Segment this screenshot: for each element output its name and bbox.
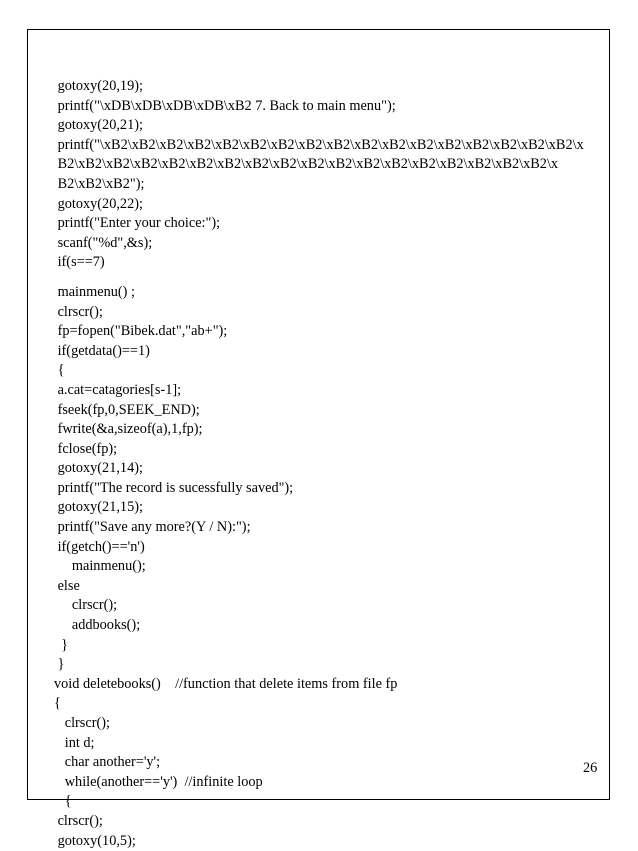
code-line: else xyxy=(54,577,80,594)
code-line: { xyxy=(54,362,65,379)
code-line: clrscr(); xyxy=(54,303,103,320)
code-line: int d; xyxy=(54,734,95,751)
code-line: void deletebooks() //function that delete items from file fp xyxy=(54,675,398,692)
code-line: mainmenu(); xyxy=(54,558,146,575)
code-listing xyxy=(54,77,599,851)
code-line: gotoxy(21,14); xyxy=(54,460,143,477)
code-line: char another='y'; xyxy=(54,754,161,771)
code-line: B2\xB2\xB2\xB2\xB2\xB2\xB2\xB2\xB2\xB2\xB2\xB2\xB2\xB2\xB2\xB2\xB2\xB2\x xyxy=(54,156,559,173)
page-number: 26 xyxy=(583,760,598,776)
blank-line xyxy=(54,273,599,283)
code-line: fseek(fp,0,SEEK_END); xyxy=(54,401,200,418)
code-line: printf("\xB2\xB2\xB2\xB2\xB2\xB2\xB2\xB2\xB2\xB2\xB2\xB2\xB2\xB2\xB2\xB2\xB2\x xyxy=(54,136,584,153)
code-line: { xyxy=(54,695,61,712)
code-line: } xyxy=(54,636,69,653)
code-line: gotoxy(20,21); xyxy=(54,117,143,134)
code-line: { xyxy=(54,793,72,810)
code-line: clrscr(); xyxy=(54,715,110,731)
code-line: printf("Save any more?(Y / N):"); xyxy=(54,519,251,536)
code-line: if(getdata()==1) xyxy=(54,342,150,359)
code-line: printf("\xDB\xDB\xDB\xDB\xB2 7. Back to main menu"); xyxy=(54,97,396,114)
code-line: fwrite(&a,sizeof(a),1,fp); xyxy=(54,421,203,438)
code-line: B2\xB2\xB2"); xyxy=(54,175,145,192)
code-line: gotoxy(21,15); xyxy=(54,499,143,516)
code-line: while(another=='y') //infinite loop xyxy=(54,773,263,790)
code-line: printf("The record is sucessfully saved"); xyxy=(54,479,294,496)
code-line: a.cat=catagories[s-1]; xyxy=(54,381,182,398)
code-line: gotoxy(20,19); xyxy=(54,78,143,94)
code-line: if(getch()=='n') xyxy=(54,538,145,555)
code-line: clrscr(); xyxy=(54,812,103,829)
code-line: gotoxy(10,5); xyxy=(54,832,136,849)
code-line: gotoxy(20,22); xyxy=(54,195,143,212)
code-line: fp=fopen("Bibek.dat","ab+"); xyxy=(54,323,228,340)
code-line: fclose(fp); xyxy=(54,440,118,457)
code-line: scanf("%d",&s); xyxy=(54,234,153,251)
code-line: printf("Enter your choice:"); xyxy=(54,215,221,232)
code-line: if(s==7) xyxy=(54,254,105,271)
code-line: } xyxy=(54,656,65,673)
code-line: clrscr(); xyxy=(54,597,118,614)
code-line: addbooks(); xyxy=(54,617,141,634)
code-line: mainmenu() ; xyxy=(54,283,135,300)
